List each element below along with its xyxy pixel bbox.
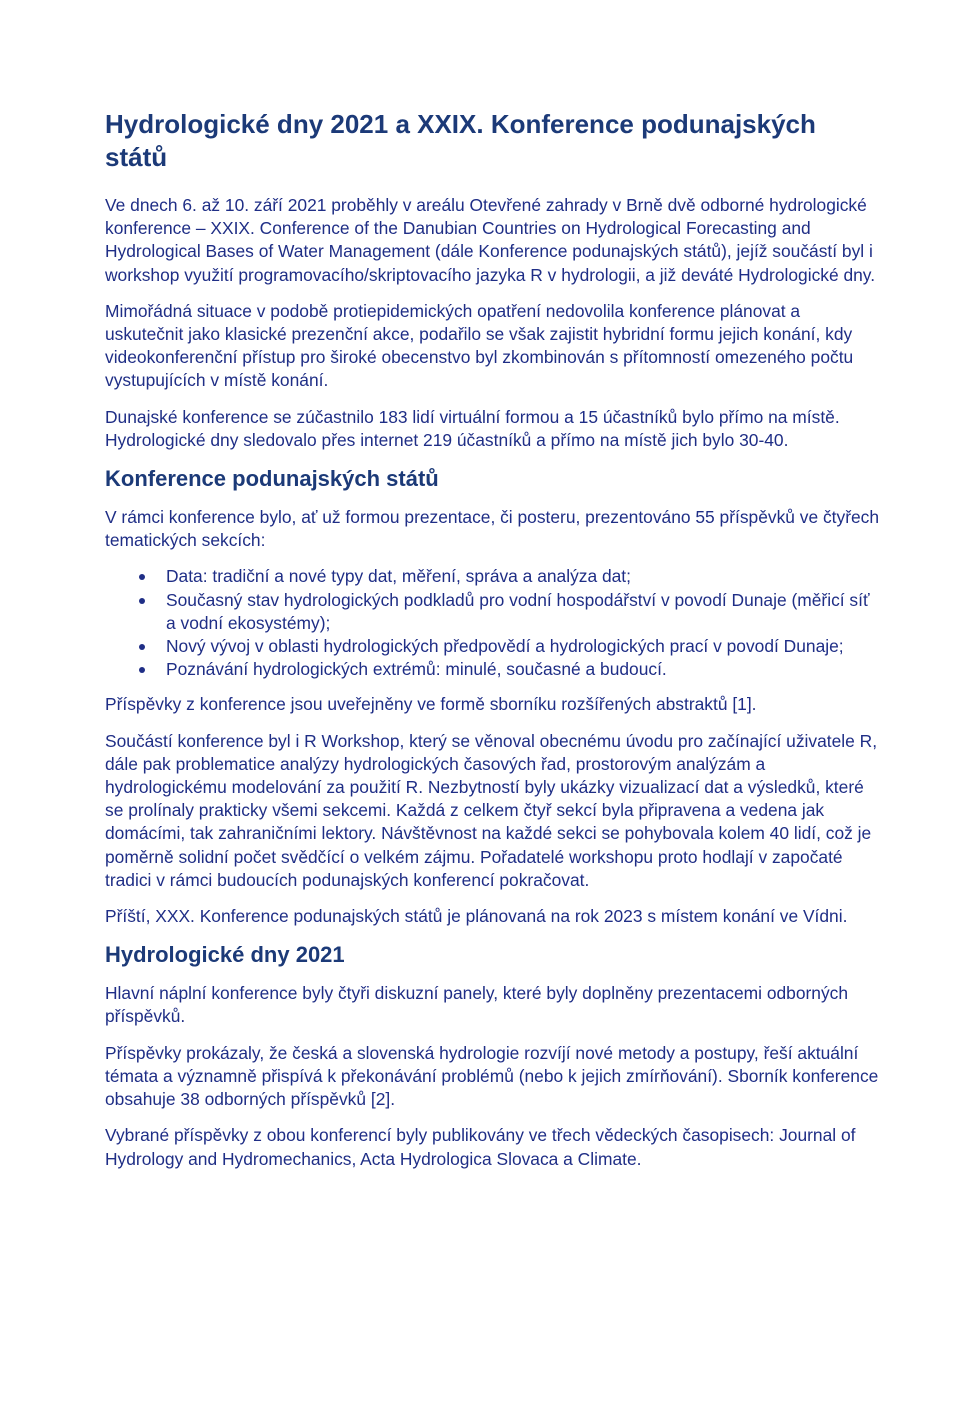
list-item bbox=[166, 589, 880, 635]
topics-list bbox=[105, 565, 880, 681]
danube-intro-paragraph: V rámci konference bylo, ať už formou prezentace, či posteru, prezentováno 55 příspěvků ve čtyřech tematických sekcích: bbox=[105, 507, 880, 551]
hydro-days-paragraph: Hlavní náplní konference byly čtyři diskuzní panely, které byly doplněny prezentacemi odborných příspěvků. bbox=[105, 983, 849, 1027]
hydro-days-paragraph: Příspěvky prokázaly, že česká a slovenská hydrologie rozvíjí nové metody a postupy, řeší aktuální témata a významně přispívá k překonávání problémů (nebo k jejich zmírňování). Sborník konference obsahuje 38 odborných příspěvků [2]. bbox=[105, 1042, 879, 1110]
section-heading-hydro-days: Hydrologické dny 2021 bbox=[105, 942, 345, 968]
bullet-icon bbox=[139, 598, 145, 604]
bullet-icon bbox=[139, 644, 145, 650]
danube-paragraph: Příští, XXX. Konference podunajských států je plánovaná na rok 2023 s místem konání ve Vídni. bbox=[105, 906, 848, 927]
intro-paragraph: Mimořádná situace v podobě protiepidemických opatření nedovolila konference plánovat a uskutečnit jako klasické prezenční akce, podařilo se však zajistit hybridní formu jejich konání, kdy videokonferenční přístup pro široké obecenstvo byl zkombinován s přítomností omezeného počtu vystupujících v místě konání. bbox=[105, 300, 854, 391]
list-item-text: Nový vývoj v oblasti hydrologických předpovědí a hydrologických prací v povodí Dunaje; bbox=[166, 636, 844, 657]
list-item-text: Poznávání hydrologických extrémů: minulé, současné a budoucí. bbox=[166, 659, 667, 680]
bullet-icon bbox=[139, 574, 145, 580]
bullet-icon bbox=[139, 667, 145, 673]
list-item-text: Současný stav hydrologických podkladů pro vodní hospodářství v povodí Dunaje (měřicí síť a vodní ekosystémy); bbox=[166, 589, 870, 633]
document-page bbox=[105, 108, 880, 1184]
danube-paragraph: Součástí konference byl i R Workshop, který se věnoval obecnému úvodu pro začínající uživatele R, dále pak problematice analýzy hydrologických časových řad, prostorovým analýzám a hydrologickému modelování za použití R. Nezbytností byly ukázky vizualizací dat a výsledků, které se prolínaly prakticky všemi sekcemi. Každá z celkem čtyř sekcí byla připravena a vedena jak domácími, tak zahraničními lektory. Návštěvnost na každé sekci se pohybovala kolem 40 lidí, což je poměrně solidní počet svědčící o velkém zájmu. Pořadatelé workshopu proto hodlají v započaté tradici v rámci budoucích podunajských konferencí pokračovat. bbox=[105, 730, 878, 890]
list-item bbox=[166, 635, 880, 658]
hydro-days-paragraph: Vybrané příspěvky z obou konferencí byly publikovány ve třech vědeckých časopisech: Journal of Hydrology and Hydromechanics, Acta Hydrologica Slovaca a Climate. bbox=[105, 1125, 856, 1169]
intro-paragraph: Dunajské konference se zúčastnilo 183 lidí virtuální formou a 15 účastníků bylo přímo na místě. Hydrologické dny sledovalo přes internet 219 účastníků a přímo na místě jich bylo 30-40. bbox=[105, 406, 840, 450]
danube-paragraph: Příspěvky z konference jsou uveřejněny ve formě sborníku rozšířených abstraktů [1]. bbox=[105, 694, 757, 715]
list-item bbox=[166, 565, 880, 588]
document-title: Hydrologické dny 2021 a XXIX. Konference podunajských států bbox=[105, 109, 816, 172]
intro-paragraph: Ve dnech 6. až 10. září 2021 proběhly v areálu Otevřené zahrady v Brně dvě odborné hydrologické konference – XXIX. Conference of the Danubian Countries on Hydrological Forecasting and Hydrological Bases of Water Management (dále Konference podunajských států), jejíž součástí byl i workshop využití programovacího/skriptovacího jazyka R v hydrologii, a již deváté Hydrologické dny. bbox=[105, 195, 876, 285]
list-item bbox=[166, 658, 880, 681]
list-item-text: Data: tradiční a nové typy dat, měření, správa a analýza dat; bbox=[166, 566, 631, 587]
section-heading-danube: Konference podunajských států bbox=[105, 466, 439, 492]
